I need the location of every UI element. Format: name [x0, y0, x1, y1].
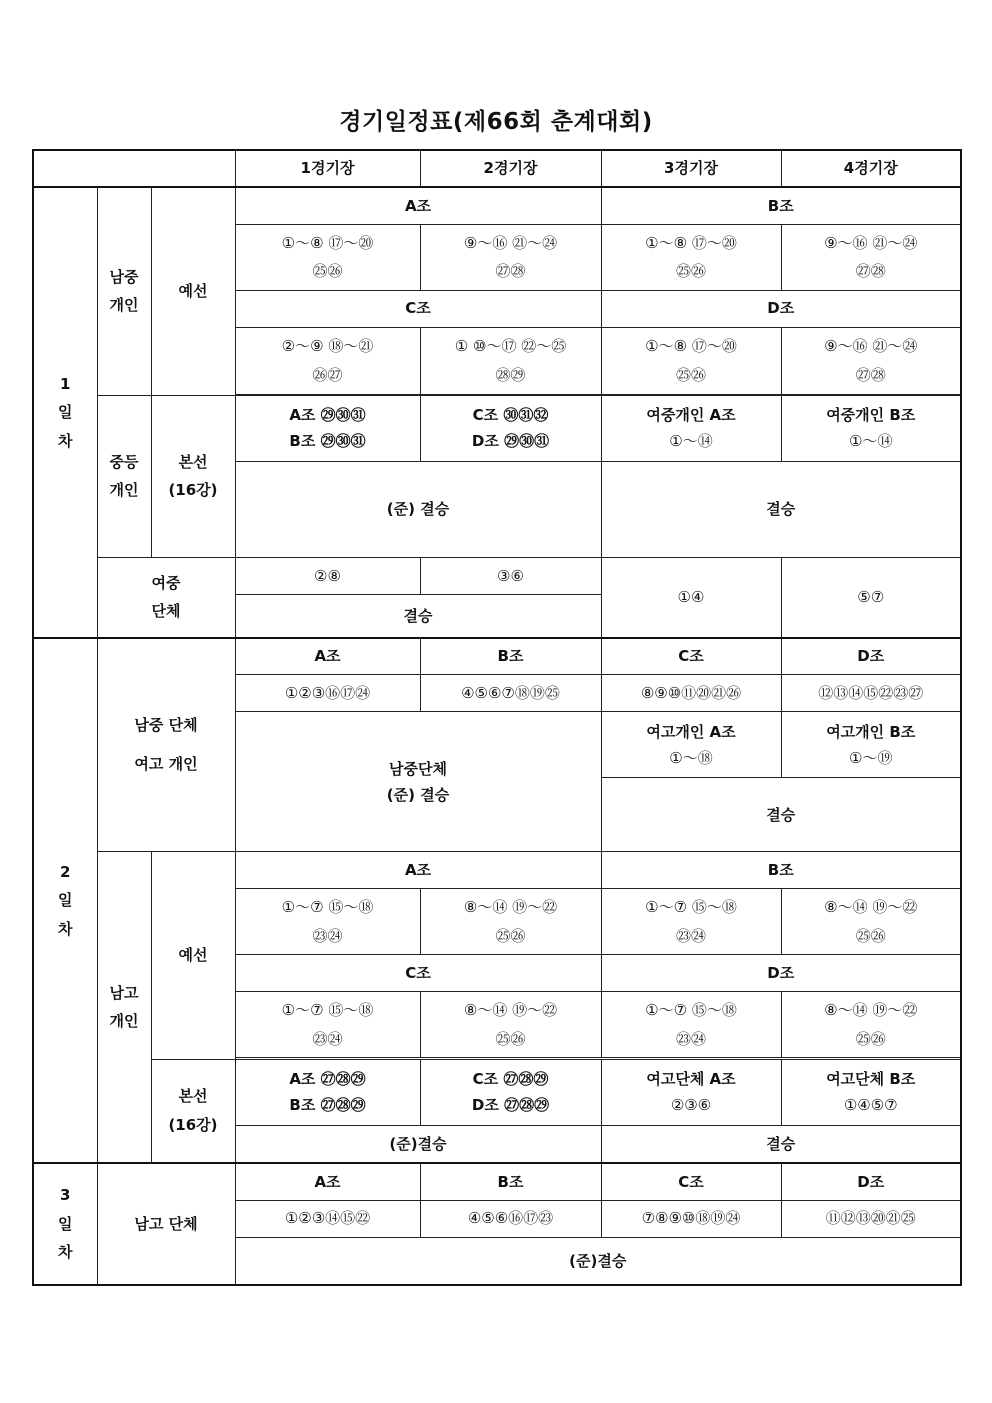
girls-hs-team-a: 여고단체 A조 ②③⑥: [601, 1059, 781, 1125]
day-2-label: 2 일 차: [33, 638, 97, 1163]
main-court-1: A조 ㉙㉚㉛ B조 ㉙㉚㉛: [235, 395, 420, 461]
category-middle-individual: 중등 개인: [97, 395, 151, 557]
round-prelim: 예선: [151, 187, 235, 395]
final-label: 결승: [601, 461, 961, 557]
entry-cell: ⑧～⑭ ⑲～㉒ ㉕㉖: [781, 889, 961, 955]
main-court-1: A조 ㉗㉘㉙ B조 ㉗㉘㉙: [235, 1059, 420, 1125]
group-c-label: C조: [601, 638, 781, 675]
team-court-3: ①④: [601, 557, 781, 637]
team-court-2: ③⑥: [420, 557, 601, 594]
entry-cell: ⑦⑧⑨⑩⑱⑲㉔: [601, 1200, 781, 1237]
team-final-label: 결승: [235, 594, 601, 637]
entry-cell: ①～⑦ ⑮～⑱ ㉓㉔: [601, 889, 781, 955]
category-boys-hs-individual: 남고 개인: [97, 852, 151, 1163]
court-1-header: 1경기장: [235, 150, 420, 187]
day-1-label: 1 일 차: [33, 187, 97, 638]
entry-cell: ⑧～⑭ ⑲～㉒ ㉕㉖: [781, 992, 961, 1058]
semi-final-label: (준)결승: [235, 1237, 961, 1285]
court-3-header: 3경기장: [601, 150, 781, 187]
girls-hs-indiv-b: 여고개인 B조 ①～⑲: [781, 712, 961, 778]
court-4-header: 4경기장: [781, 150, 961, 187]
entry-cell: ⑪⑫⑬⑳㉑㉕: [781, 1200, 961, 1237]
round-main-16: 본선 (16강): [151, 395, 235, 557]
entry-cell: ⑨～⑯ ㉑～㉔ ㉗㉘: [781, 224, 961, 290]
category-boys-team-girls-indiv: 남중 단체 여고 개인: [97, 638, 235, 852]
group-c-label: C조: [235, 290, 601, 327]
entry-cell: ①②③⑯⑰㉔: [235, 675, 420, 712]
entry-cell: ①～⑦ ⑮～⑱ ㉓㉔: [235, 992, 420, 1058]
entry-cell: ①②③⑭⑮㉒: [235, 1200, 420, 1237]
round-main-16: 본선 (16강): [151, 1059, 235, 1163]
group-c-label: C조: [235, 955, 601, 992]
group-a-label: A조: [235, 187, 601, 224]
header-row: [33, 150, 961, 187]
girls-hs-indiv-a: 여고개인 A조 ①～⑱: [601, 712, 781, 778]
semi-final-label: (준) 결승: [235, 461, 601, 557]
entry-cell: ⑨～⑯ ㉑～㉔ ㉗㉘: [781, 327, 961, 394]
team-court-4: ⑤⑦: [781, 557, 961, 637]
entry-cell: ④⑤⑥⑦⑱⑲㉕: [420, 675, 601, 712]
entry-cell: ①～⑦ ⑮～⑱ ㉓㉔: [601, 992, 781, 1058]
boys-team-final: 남중단체 (준) 결승: [235, 712, 601, 852]
round-prelim: 예선: [151, 852, 235, 1059]
page-title: 경기일정표(제66회 춘계대회): [339, 109, 653, 135]
group-c-label: C조: [601, 1163, 781, 1200]
girls-indiv-final: 결승: [601, 778, 961, 852]
entry-cell: ①～⑧ ⑰～⑳ ㉕㉖: [601, 224, 781, 290]
group-b-label: B조: [601, 852, 961, 889]
entry-cell: ④⑤⑥⑯⑰㉓: [420, 1200, 601, 1237]
entry-cell: ⑧～⑭ ⑲～㉒ ㉕㉖: [420, 889, 601, 955]
group-b-label: B조: [420, 638, 601, 675]
entry-cell: ⑧～⑭ ⑲～㉒ ㉕㉖: [420, 992, 601, 1058]
schedule-table: [32, 149, 962, 1286]
category-boys-middle-individual: 남중 개인: [97, 187, 151, 395]
final-label: 결승: [601, 1125, 961, 1162]
corner-cell: [33, 150, 235, 187]
entry-cell: ⑧⑨⑩⑪⑳㉑㉖: [601, 675, 781, 712]
group-b-label: B조: [420, 1163, 601, 1200]
entry-cell: ①～⑧ ⑰～⑳ ㉕㉖: [235, 224, 420, 290]
girls-indiv-b: 여중개인 B조 ①～⑭: [781, 395, 961, 461]
court-2-header: 2경기장: [420, 150, 601, 187]
category-boys-hs-team: 남고 단체: [97, 1163, 235, 1285]
category-girls-middle-team: 여중 단체: [97, 557, 235, 637]
day-3-label: 3 일 차: [33, 1163, 97, 1285]
semi-final-label: (준)결승: [235, 1125, 601, 1162]
girls-indiv-a: 여중개인 A조 ①～⑭: [601, 395, 781, 461]
group-a-label: A조: [235, 638, 420, 675]
group-d-label: D조: [781, 1163, 961, 1200]
entry-cell: ① ⑩～⑰ ㉒～㉕ ㉘㉙: [420, 327, 601, 394]
entry-cell: ②～⑨ ⑱～㉑ ㉖㉗: [235, 327, 420, 394]
group-a-label: A조: [235, 1163, 420, 1200]
entry-cell: ⑨～⑯ ㉑～㉔ ㉗㉘: [420, 224, 601, 290]
girls-hs-team-b: 여고단체 B조 ①④⑤⑦: [781, 1059, 961, 1125]
group-d-label: D조: [601, 955, 961, 992]
entry-cell: ⑫⑬⑭⑮㉒㉓㉗: [781, 675, 961, 712]
entry-cell: ①～⑧ ⑰～⑳ ㉕㉖: [601, 327, 781, 394]
main-court-2: C조 ㉚㉛㉜ D조 ㉙㉚㉛: [420, 395, 601, 461]
team-court-1: ②⑧: [235, 557, 420, 594]
group-b-label: B조: [601, 187, 961, 224]
main-court-2: C조 ㉗㉘㉙ D조 ㉗㉘㉙: [420, 1059, 601, 1125]
group-d-label: D조: [601, 290, 961, 327]
group-a-label: A조: [235, 852, 601, 889]
group-d-label: D조: [781, 638, 961, 675]
entry-cell: ①～⑦ ⑮～⑱ ㉓㉔: [235, 889, 420, 955]
